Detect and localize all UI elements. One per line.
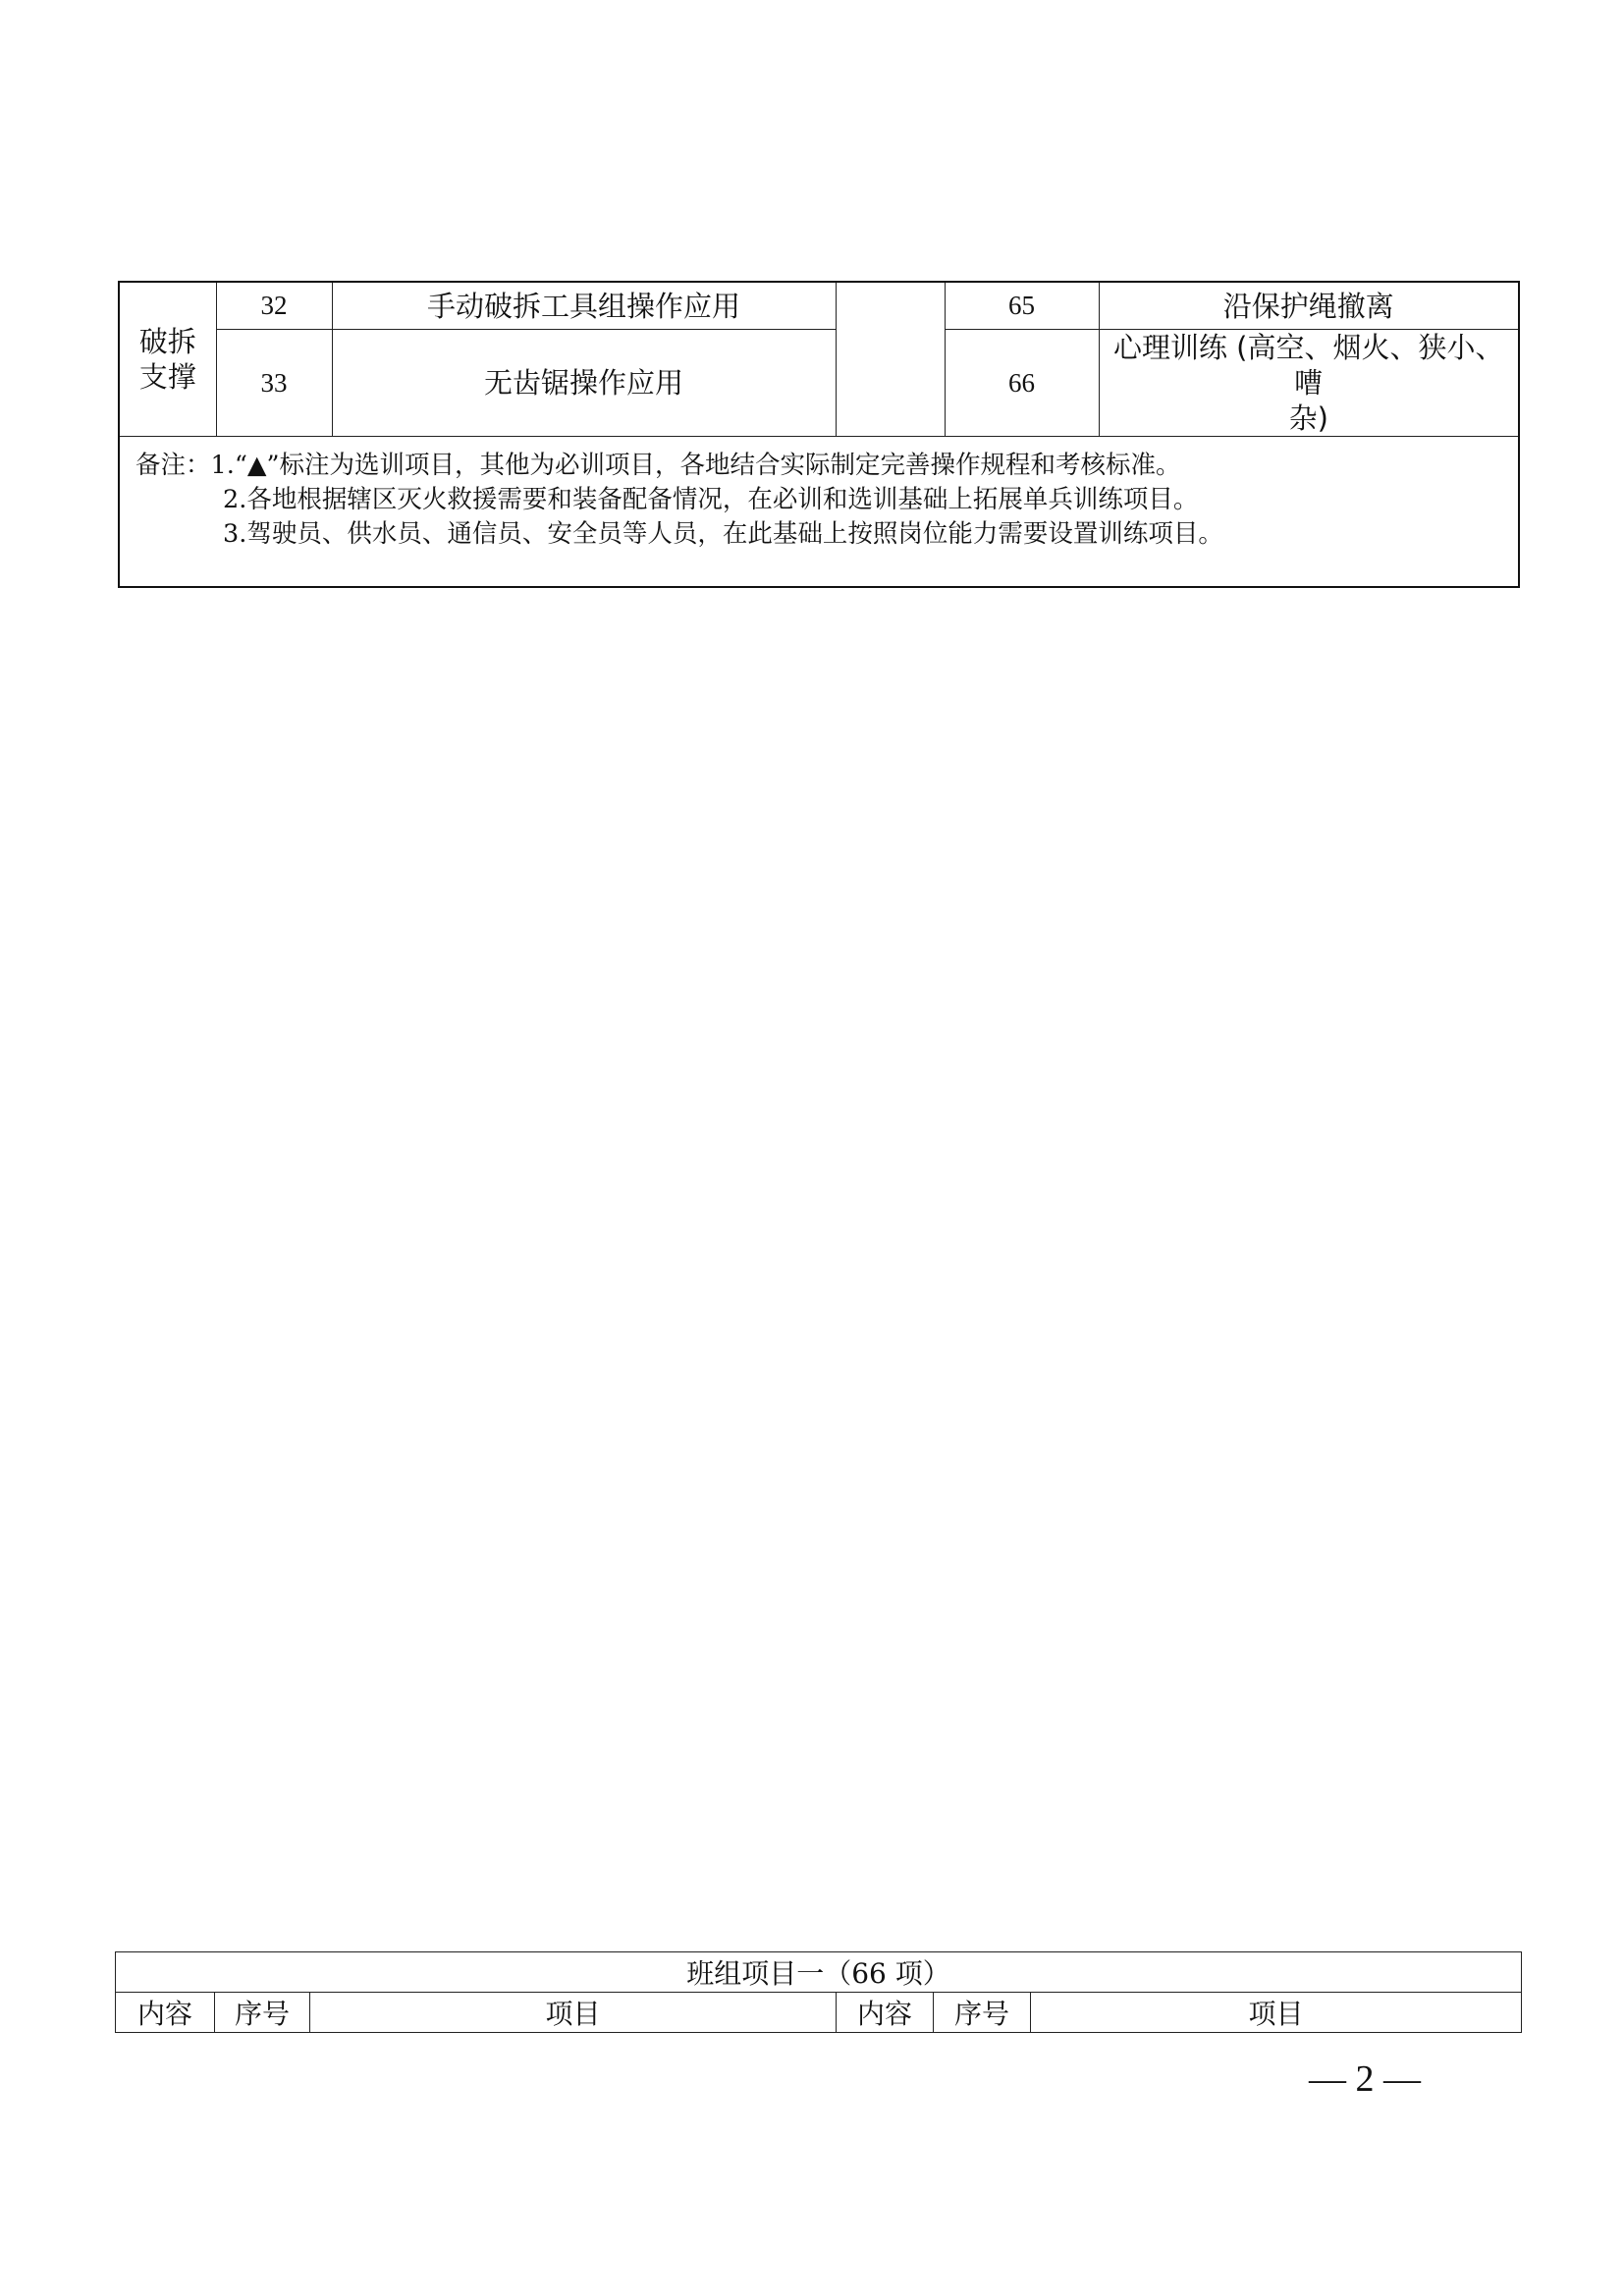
row-number: 66 [945, 330, 1099, 437]
header-number: 序号 [934, 1993, 1031, 2033]
note-line: 3.驾驶员、供水员、通信员、安全员等人员，在此基础上按照岗位能力需要设置训练项目。 [223, 519, 1223, 549]
note-text: 1.“▲”标注为选训项目，其他为必训项目，各地结合实际制定完善操作规程和考核标准。 [210, 451, 1181, 480]
note-line: 2.各地根据辖区灭火救援需要和装备配备情况，在必训和选训基础上拓展单兵训练项目。 [223, 485, 1199, 514]
category-cell [119, 282, 216, 437]
row-number: 65 [945, 282, 1099, 330]
note-line [135, 449, 1518, 483]
row-number: 32 [216, 282, 332, 330]
item-line: 杂) [1288, 401, 1328, 435]
notes-label: 备注： [135, 451, 211, 480]
header-content: 内容 [837, 1993, 934, 2033]
team-items-table [115, 1951, 1522, 2033]
item-name: 手动破拆工具组操作应用 [332, 282, 836, 330]
page-number: — 2 — [1309, 2058, 1421, 2100]
item-name: 无齿锯操作应用 [332, 330, 836, 437]
header-item: 项目 [310, 1993, 837, 2033]
header-item: 项目 [1031, 1993, 1522, 2033]
notes-cell [119, 437, 1519, 588]
header-number: 序号 [215, 1993, 310, 2033]
table-header-row [116, 1993, 1522, 2033]
category-line: 支撑 [138, 360, 196, 394]
table-row [119, 282, 1519, 330]
training-items-table [118, 281, 1520, 588]
item-name-multiline [1099, 330, 1519, 437]
table-title-row [116, 1952, 1522, 1993]
header-content: 内容 [116, 1993, 215, 2033]
item-line: 心理训练 (高空、烟火、狭小、嘈 [1112, 331, 1504, 400]
table-row [119, 330, 1519, 437]
category-line: 破拆 [138, 325, 196, 358]
empty-category-cell [836, 282, 945, 437]
table-title: 班组项目一（66 项） [116, 1952, 1522, 1993]
row-number: 33 [216, 330, 332, 437]
item-name: 沿保护绳撤离 [1099, 282, 1519, 330]
notes-row [119, 437, 1519, 588]
